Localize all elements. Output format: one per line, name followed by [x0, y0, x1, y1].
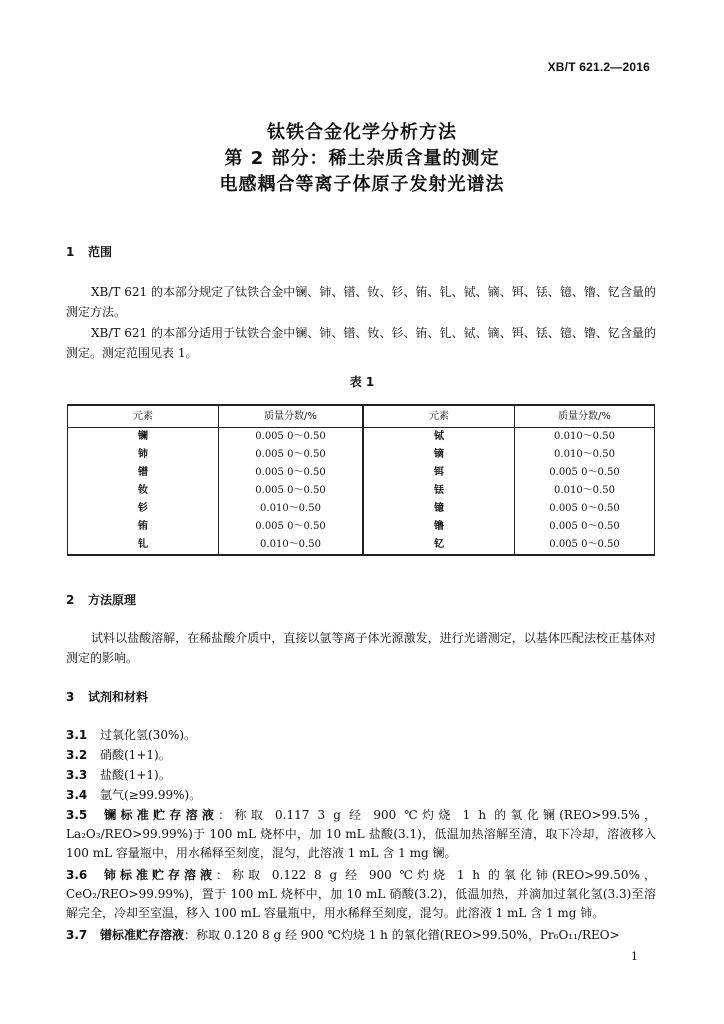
item-label: 铈标准贮存溶液 — [100, 868, 217, 882]
cell-fraction: 0.005 0～0.50 — [515, 536, 655, 555]
cell-element: 铥 — [363, 482, 515, 500]
item-text: 氩气(≥99.99%)。 — [100, 788, 202, 802]
cell-fraction: 0.005 0～0.50 — [219, 464, 364, 482]
section-2-paragraph-text: 试料以盐酸溶解，在稀盐酸介质中，直接以氩等离子体光源激发，进行光谱测定，以基体匹配法校正基体对测定的影响。 — [66, 631, 656, 665]
table-row — [68, 518, 655, 536]
list-item — [66, 766, 656, 785]
standard-code: XB/T 621.2—2016 — [547, 60, 650, 74]
cell-element: 铽 — [363, 428, 515, 447]
cell-fraction: 0.005 0～0.50 — [515, 500, 655, 518]
item-number: 3.6 — [66, 868, 88, 882]
list-item — [66, 926, 656, 945]
section-3-heading — [66, 689, 148, 705]
item-text: 盐酸(1+1)。 — [100, 768, 171, 782]
item-number: 3.1 — [66, 728, 88, 742]
list-item — [66, 726, 656, 745]
cell-fraction: 0.010～0.50 — [219, 500, 364, 518]
table-row — [68, 428, 655, 447]
cell-element: 铕 — [68, 518, 219, 536]
section-1-number: 1 — [66, 245, 75, 259]
item-text: ：称取 0.120 8 g 经 900 ℃灼烧 1 h 的氧化镨(REO>99.50%，Pr₆O₁₁/REO> — [184, 928, 620, 942]
item-number: 3.5 — [66, 808, 88, 822]
header-element-1: 元素 — [68, 405, 219, 428]
title-line-1: 钛铁合金化学分析方法 — [267, 122, 457, 143]
header-element-2: 元素 — [363, 405, 515, 428]
table-row — [68, 464, 655, 482]
cell-element: 钐 — [68, 500, 219, 518]
cell-fraction: 0.005 0～0.50 — [515, 464, 655, 482]
cell-element: 镨 — [68, 464, 219, 482]
cell-fraction: 0.010～0.50 — [515, 482, 655, 500]
section-1-paragraph-2 — [66, 323, 656, 363]
item-text: ：称取 0.117 3 g 经 900 ℃灼烧 1 h 的氧化镧(REO>99.5%，La₂O₃/REO>99.99%)于 100 mL 烧杯中，加 10 mL 盐酸(3.1)，低温加热溶解至清，取下冷却，溶液移入 100 mL 容量瓶中，用水稀释至刻度，混匀，此溶液 1 mL 含 1 mg 镧。 — [66, 808, 656, 860]
section-2-number: 2 — [66, 593, 75, 607]
cell-element: 镥 — [363, 518, 515, 536]
table-header-row — [68, 405, 655, 428]
section-1-title: 范围 — [88, 245, 113, 259]
page-number: 1 — [631, 950, 638, 963]
cell-fraction: 0.005 0～0.50 — [219, 482, 364, 500]
item-number: 3.2 — [66, 748, 88, 762]
section-1-paragraph-2-text: XB/T 621 的本部分适用于钛铁合金中镧、铈、镨、钕、钐、铕、钆、铽、镝、铒、铥、镱、镥、钇含量的测定。测定范围见表 1。 — [66, 326, 656, 360]
cell-fraction: 0.005 0～0.50 — [219, 428, 364, 447]
section-2-heading — [66, 592, 136, 608]
cell-fraction: 0.005 0～0.50 — [219, 518, 364, 536]
item-text: 过氧化氢(30%)。 — [100, 728, 197, 742]
table-title: 表 1 — [349, 375, 375, 389]
item-label: 镨标准贮存溶液 — [100, 928, 185, 942]
table-row — [68, 446, 655, 464]
cell-element: 镱 — [363, 500, 515, 518]
section-3-number: 3 — [66, 690, 75, 704]
section-3-title: 试剂和材料 — [88, 690, 149, 704]
table-row — [68, 482, 655, 500]
title-line-2: 第 2 部分：稀土杂质含量的测定 — [224, 148, 500, 169]
cell-element: 钇 — [363, 536, 515, 555]
section-1-paragraph-1-text: XB/T 621 的本部分规定了钛铁合金中镧、铈、镨、钕、钐、铕、钆、铽、镝、铒、铥、镱、镥、钇含量的测定方法。 — [66, 285, 656, 319]
header-fraction-1: 质量分数/% — [219, 405, 364, 428]
cell-fraction: 0.005 0～0.50 — [515, 518, 655, 536]
cell-element: 钆 — [68, 536, 219, 555]
list-item — [66, 806, 656, 863]
title-line-3: 电感耦合等离子体原子发射光谱法 — [219, 174, 505, 195]
table-row — [68, 500, 655, 518]
list-item — [66, 866, 656, 923]
header-fraction-2: 质量分数/% — [515, 405, 655, 428]
table-row — [68, 536, 655, 555]
element-range-table — [67, 404, 655, 556]
item-text: 硝酸(1+1)。 — [100, 748, 171, 762]
cell-element: 钕 — [68, 482, 219, 500]
section-1-paragraph-1 — [66, 282, 656, 322]
list-item — [66, 746, 656, 765]
cell-element: 镝 — [363, 446, 515, 464]
cell-element: 镧 — [68, 428, 219, 447]
section-1-heading — [66, 244, 112, 260]
cell-element: 铈 — [68, 446, 219, 464]
cell-fraction: 0.010～0.50 — [219, 536, 364, 555]
cell-fraction: 0.010～0.50 — [515, 428, 655, 447]
item-number: 3.4 — [66, 788, 88, 802]
document-title — [0, 120, 724, 198]
item-label: 镧标准贮存溶液 — [100, 808, 219, 822]
cell-fraction: 0.010～0.50 — [515, 446, 655, 464]
item-number: 3.7 — [66, 928, 88, 942]
cell-fraction: 0.005 0～0.50 — [219, 446, 364, 464]
section-2-title: 方法原理 — [88, 593, 137, 607]
item-number: 3.3 — [66, 768, 88, 782]
cell-element: 铒 — [363, 464, 515, 482]
list-item — [66, 786, 656, 805]
section-2-paragraph — [66, 628, 656, 668]
item-text: ：称取 0.122 8 g 经 900 ℃灼烧 1 h 的氧化铈(REO>99.50%，CeO₂/REO>99.99%)，置于 100 mL 烧杯中，加 10 mL 硝酸(3.2)，低温加热，并滴加过氧化氢(3.3)至溶解完全，冷却至室温，移入 100 mL 容量瓶中，用水稀释至刻度，混匀。此溶液 1 mL 含 1 mg 铈。 — [66, 868, 656, 920]
